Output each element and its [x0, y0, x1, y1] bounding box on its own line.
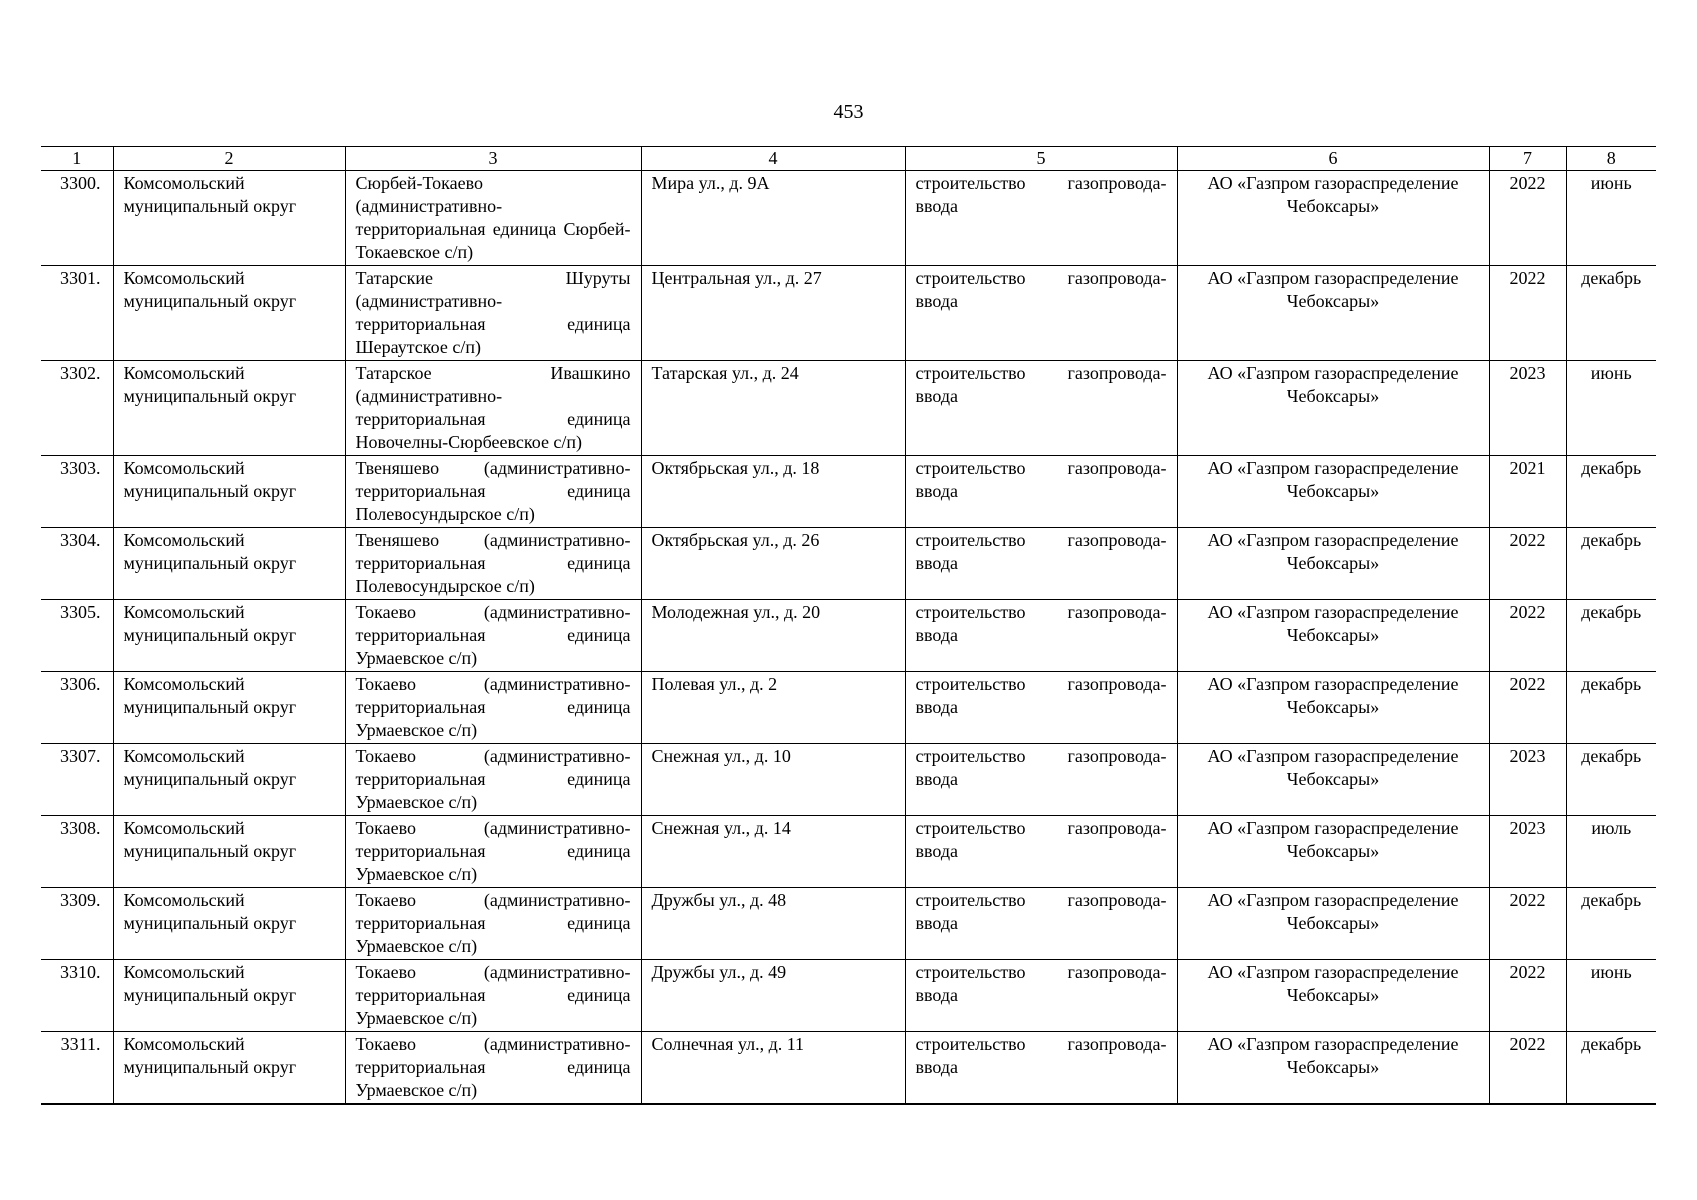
column-header: 2 [113, 147, 345, 171]
work-type-cell: строительство газопровода-ввода [905, 888, 1177, 960]
year-cell: 2022 [1489, 600, 1566, 672]
row-number-cell: 3300. [41, 171, 113, 266]
year-cell: 2023 [1489, 361, 1566, 456]
district-cell: Комсомольский муниципальный округ [113, 361, 345, 456]
organization-cell: АО «Газпром газораспределение Чебоксары» [1177, 960, 1489, 1032]
address-cell: Октябрьская ул., д. 26 [641, 528, 905, 600]
row-number-cell: 3303. [41, 456, 113, 528]
locality-cell: Твеняшево (административно-территориальная единица Полевосундырское с/п) [345, 528, 641, 600]
organization-cell: АО «Газпром газораспределение Чебоксары» [1177, 171, 1489, 266]
table-row [41, 361, 1656, 456]
work-type-cell: строительство газопровода-ввода [905, 171, 1177, 266]
district-cell: Комсомольский муниципальный округ [113, 1032, 345, 1105]
organization-cell: АО «Газпром газораспределение Чебоксары» [1177, 266, 1489, 361]
district-cell: Комсомольский муниципальный округ [113, 960, 345, 1032]
work-type-cell: строительство газопровода-ввода [905, 672, 1177, 744]
row-number-cell: 3306. [41, 672, 113, 744]
table-row [41, 816, 1656, 888]
month-cell: декабрь [1566, 266, 1656, 361]
locality-cell: Токаево (административно-территориальная единица Урмаевское с/п) [345, 672, 641, 744]
column-header: 7 [1489, 147, 1566, 171]
address-cell: Мира ул., д. 9А [641, 171, 905, 266]
year-cell: 2022 [1489, 266, 1566, 361]
organization-cell: АО «Газпром газораспределение Чебоксары» [1177, 1032, 1489, 1105]
locality-cell: Твеняшево (административно-территориальная единица Полевосундырское с/п) [345, 456, 641, 528]
year-cell: 2022 [1489, 888, 1566, 960]
year-cell: 2023 [1489, 816, 1566, 888]
month-cell: июнь [1566, 171, 1656, 266]
row-number-cell: 3311. [41, 1032, 113, 1105]
month-cell: декабрь [1566, 456, 1656, 528]
address-cell: Снежная ул., д. 14 [641, 816, 905, 888]
year-cell: 2022 [1489, 171, 1566, 266]
work-type-cell: строительство газопровода-ввода [905, 456, 1177, 528]
organization-cell: АО «Газпром газораспределение Чебоксары» [1177, 744, 1489, 816]
column-number-header-row [41, 147, 1656, 171]
district-cell: Комсомольский муниципальный округ [113, 171, 345, 266]
row-number-cell: 3307. [41, 744, 113, 816]
district-cell: Комсомольский муниципальный округ [113, 456, 345, 528]
table-row [41, 600, 1656, 672]
address-cell: Татарская ул., д. 24 [641, 361, 905, 456]
district-cell: Комсомольский муниципальный округ [113, 816, 345, 888]
organization-cell: АО «Газпром газораспределение Чебоксары» [1177, 361, 1489, 456]
organization-cell: АО «Газпром газораспределение Чебоксары» [1177, 816, 1489, 888]
organization-cell: АО «Газпром газораспределение Чебоксары» [1177, 888, 1489, 960]
address-cell: Дружбы ул., д. 48 [641, 888, 905, 960]
month-cell: декабрь [1566, 1032, 1656, 1105]
work-type-cell: строительство газопровода-ввода [905, 600, 1177, 672]
table-row [41, 528, 1656, 600]
row-number-cell: 3304. [41, 528, 113, 600]
organization-cell: АО «Газпром газораспределение Чебоксары» [1177, 528, 1489, 600]
district-cell: Комсомольский муниципальный округ [113, 744, 345, 816]
district-cell: Комсомольский муниципальный округ [113, 600, 345, 672]
work-type-cell: строительство газопровода-ввода [905, 528, 1177, 600]
address-cell: Октябрьская ул., д. 18 [641, 456, 905, 528]
work-type-cell: строительство газопровода-ввода [905, 361, 1177, 456]
year-cell: 2021 [1489, 456, 1566, 528]
year-cell: 2022 [1489, 528, 1566, 600]
month-cell: декабрь [1566, 672, 1656, 744]
locality-cell: Токаево (административно-территориальная единица Урмаевское с/п) [345, 600, 641, 672]
row-number-cell: 3309. [41, 888, 113, 960]
table-body [41, 171, 1656, 1105]
year-cell: 2022 [1489, 1032, 1566, 1105]
district-cell: Комсомольский муниципальный округ [113, 528, 345, 600]
column-header: 4 [641, 147, 905, 171]
locality-cell: Татарские Шуруты (административно-территориальная единица Шераутское с/п) [345, 266, 641, 361]
locality-cell: Токаево (административно-территориальная единица Урмаевское с/п) [345, 960, 641, 1032]
table-row [41, 456, 1656, 528]
organization-cell: АО «Газпром газораспределение Чебоксары» [1177, 456, 1489, 528]
month-cell: декабрь [1566, 600, 1656, 672]
work-type-cell: строительство газопровода-ввода [905, 816, 1177, 888]
work-type-cell: строительство газопровода-ввода [905, 744, 1177, 816]
district-cell: Комсомольский муниципальный округ [113, 672, 345, 744]
address-cell: Дружбы ул., д. 49 [641, 960, 905, 1032]
column-header: 8 [1566, 147, 1656, 171]
page-number: 453 [833, 101, 864, 123]
locality-cell: Токаево (административно-территориальная единица Урмаевское с/п) [345, 1032, 641, 1105]
month-cell: декабрь [1566, 744, 1656, 816]
table-row [41, 171, 1656, 266]
locality-cell: Токаево (административно-территориальная единица Урмаевское с/п) [345, 888, 641, 960]
district-cell: Комсомольский муниципальный округ [113, 266, 345, 361]
month-cell: декабрь [1566, 888, 1656, 960]
organization-cell: АО «Газпром газораспределение Чебоксары» [1177, 672, 1489, 744]
row-number-cell: 3301. [41, 266, 113, 361]
locality-cell: Татарское Ивашкино (административно-территориальная единица Новочелны-Сюрбеевское с/п) [345, 361, 641, 456]
table-row [41, 744, 1656, 816]
row-number-cell: 3308. [41, 816, 113, 888]
table-row [41, 266, 1656, 361]
column-header: 5 [905, 147, 1177, 171]
organization-cell: АО «Газпром газораспределение Чебоксары» [1177, 600, 1489, 672]
work-type-cell: строительство газопровода-ввода [905, 266, 1177, 361]
locality-cell: Токаево (административно-территориальная единица Урмаевское с/п) [345, 816, 641, 888]
work-type-cell: строительство газопровода-ввода [905, 960, 1177, 1032]
row-number-cell: 3302. [41, 361, 113, 456]
address-cell: Центральная ул., д. 27 [641, 266, 905, 361]
year-cell: 2022 [1489, 672, 1566, 744]
table-row [41, 888, 1656, 960]
column-header: 6 [1177, 147, 1489, 171]
address-cell: Снежная ул., д. 10 [641, 744, 905, 816]
month-cell: июль [1566, 816, 1656, 888]
month-cell: июнь [1566, 960, 1656, 1032]
gas-connection-table [41, 146, 1656, 1105]
year-cell: 2022 [1489, 960, 1566, 1032]
table-row [41, 672, 1656, 744]
table-row [41, 960, 1656, 1032]
month-cell: июнь [1566, 361, 1656, 456]
work-type-cell: строительство газопровода-ввода [905, 1032, 1177, 1105]
address-cell: Молодежная ул., д. 20 [641, 600, 905, 672]
column-header: 1 [41, 147, 113, 171]
month-cell: декабрь [1566, 528, 1656, 600]
row-number-cell: 3305. [41, 600, 113, 672]
locality-cell: Токаево (административно-территориальная единица Урмаевское с/п) [345, 744, 641, 816]
address-cell: Полевая ул., д. 2 [641, 672, 905, 744]
district-cell: Комсомольский муниципальный округ [113, 888, 345, 960]
year-cell: 2023 [1489, 744, 1566, 816]
locality-cell: Сюрбей-Токаево (административно-территориальная единица Сюрбей-Токаевское с/п) [345, 171, 641, 266]
row-number-cell: 3310. [41, 960, 113, 1032]
address-cell: Солнечная ул., д. 11 [641, 1032, 905, 1105]
table-row [41, 1032, 1656, 1105]
column-header: 3 [345, 147, 641, 171]
